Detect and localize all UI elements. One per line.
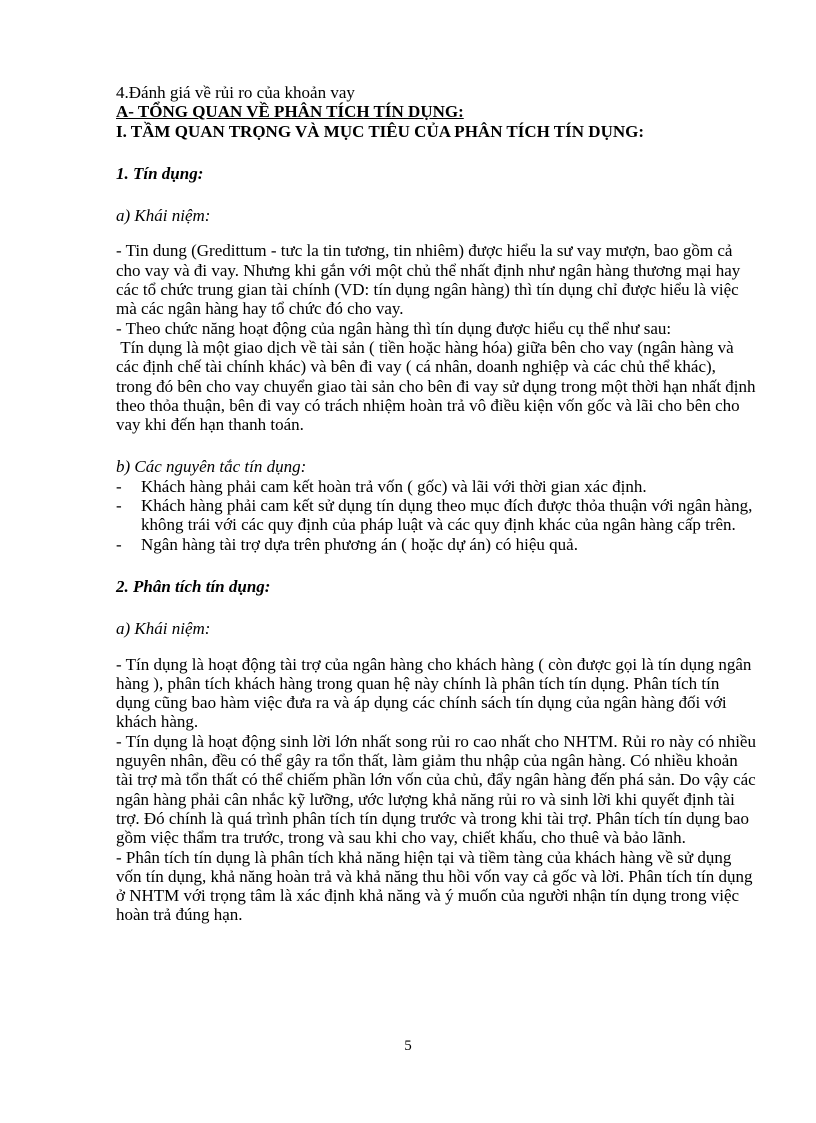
paragraph: - Theo chức năng hoạt động của ngân hàng thì tín dụng được hiểu cụ thể như sau: bbox=[116, 318, 672, 338]
section-a-heading: A- TỔNG QUAN VỀ PHÂN TÍCH TÍN DỤNG: bbox=[116, 102, 464, 122]
list-item: - Khách hàng phải cam kết sử dụng tín dụng theo mục đích được thỏa thuận với ngân hàng, không trái với các quy định của pháp luật và các quy định khác của ngân hàng cấp trên. bbox=[116, 496, 756, 535]
subsection-2a-body bbox=[116, 655, 756, 925]
subsection-1b-heading: b) Các nguyên tắc tín dụng: bbox=[116, 457, 307, 477]
list-item: - Ngân hàng tài trợ dựa trên phương án ( hoặc dự án) có hiệu quả. bbox=[116, 535, 756, 554]
list-item: - Khách hàng phải cam kết hoàn trả vốn ( gốc) và lãi với thời gian xác định. bbox=[116, 477, 756, 496]
paragraph: - Tín dụng là hoạt động sinh lời lớn nhất song rủi ro cao nhất cho NHTM. Rủi ro này có nhiều nguyên nhân, đều có thể gây ra tổn thất, làm giảm thu nhập của ngân hàng. Có nhiều khoản tài trợ mà tổn thất có thể chiếm phần lớn vốn của chủ, đẩy ngân hàng đến phá sản. Do vậy các ngân hàng phải cân nhắc kỹ lưỡng, ước lượng khả năng rủi ro và sinh lời khi quyết định tài trợ. Đó chính là quá trình phân tích tín dụng trước và trong khi tài trợ. Phân tích tín dụng bao gồm việc thẩm tra trước, trong và sau khi cho vay, chiết khấu, cho thuê và bảo lãnh. bbox=[116, 731, 756, 848]
subsection-1a-body bbox=[116, 241, 760, 435]
subsection-2-heading: 2. Phân tích tín dụng: bbox=[116, 576, 271, 596]
section-i-heading: I. TẦM QUAN TRỌNG VÀ MỤC TIÊU CỦA PHÂN TÍCH TÍN DỤNG: bbox=[116, 121, 645, 141]
subsection-1a-heading: a) Khái niệm: bbox=[116, 206, 211, 226]
principles-list bbox=[116, 477, 756, 554]
intro-line: 4.Đánh giá về rủi ro của khoản vay bbox=[116, 83, 355, 102]
subsection-1-heading: 1. Tín dụng: bbox=[116, 163, 204, 183]
page-number: 5 bbox=[404, 1038, 412, 1054]
subsection-2a-heading: a) Khái niệm: bbox=[116, 619, 211, 639]
paragraph: - Phân tích tín dụng là phân tích khả năng hiện tại và tiềm tàng của khách hàng về sử dụng vốn tín dụng, khả năng hoàn trả và khả năng thu hồi vốn vay cả gốc và lời. Phân tích tín dụng ở NHTM với trọng tâm là xác định khả năng và ý muốn của người nhận tín dụng trong việc hoàn trả đúng hạn. bbox=[116, 847, 753, 925]
paragraph: Tín dụng là một giao dịch về tài sản ( tiền hoặc hàng hóa) giữa bên cho vay (ngân hàng và các định chế tài chính khác) và bên đi vay ( cá nhân, doanh nghiệp và các chủ thể khác), trong đó bên cho vay chuyển giao tài sản cho bên đi vay sử dụng trong một thời hạn nhất định theo thỏa thuận, bên đi vay có trách nhiệm hoàn trả vô điều kiện vốn gốc và lãi cho bên cho vay khi đến hạn thanh toán. bbox=[116, 337, 760, 435]
page-content bbox=[116, 83, 760, 925]
paragraph: - Tin dung (Gredittum - tưc la tin tương, tin nhiêm) được hiểu la sư vay mượn, bao gồm cả cho vay và đi vay. Nhưng khi gắn với một chủ thể nhất định như ngân hàng thương mại hay các tổ chức trung gian tài chính (VD: tín dụng ngân hàng) thì tín dụng chỉ được hiểu là việc mà các ngân hàng hay tổ chức đó cho vay. bbox=[116, 241, 741, 319]
paragraph: - Tín dụng là hoạt động tài trợ của ngân hàng cho khách hàng ( còn được gọi là tín dụng ngân hàng ), phân tích khách hàng trong quan hệ này chính là phân tích tín dụng. Phân tích tín dụng cũng bao hàm việc đưa ra và áp dụng các chính sách tín dụng của ngân hàng đối với khách hàng. bbox=[116, 654, 752, 732]
